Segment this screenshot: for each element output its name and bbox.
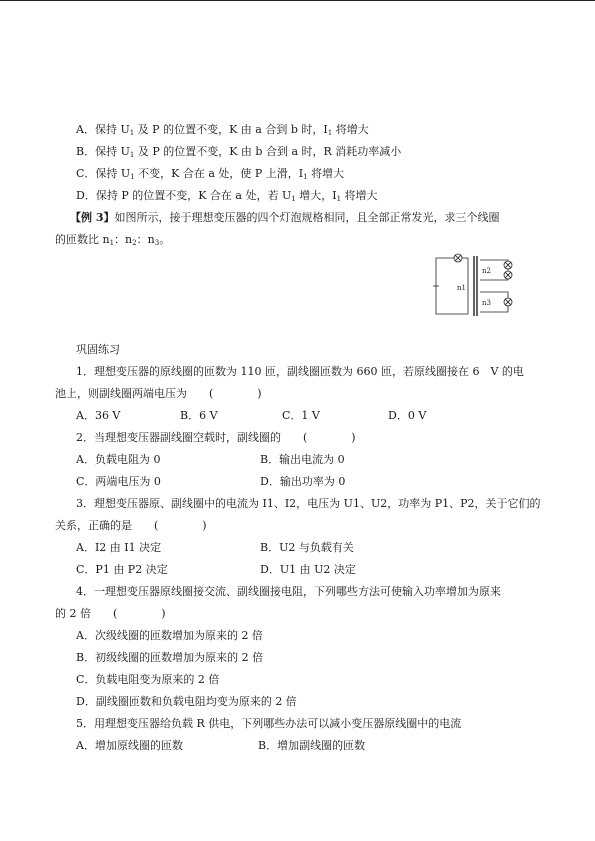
q3-line2: 关系，正确的是 ( ): [55, 519, 207, 532]
option-d: D．保持 P 的位置不变，K 合在 a 处，若 $U_1$ 增大，$I_1$ 将增大: [76, 189, 378, 203]
top-border-line: [0, 0, 595, 1]
q1-line2: 池上，则副线圈两端电压为 ( ): [55, 387, 262, 400]
q1-option-a: A．36 V: [76, 409, 121, 422]
q4-line1: 4．一理想变压器原线圈接交流、副线圈接电阻，下列哪些方法可使输入功率增加为原来: [76, 585, 501, 598]
transformer-circuit-diagram: [430, 250, 520, 322]
q2-option-a: A．负载电阻为 0: [76, 453, 161, 466]
q3-line1: 3．理想变压器原、副线圈中的电流为 I1、I2，电压为 U1、U2，功率为 P1、P2，关于它们的: [76, 497, 541, 510]
q3-option-a: A．I2 由 I1 决定: [76, 541, 162, 554]
q4-option-b: B．初级线圈的匝数增加为原来的 2 倍: [76, 651, 264, 664]
option-c: C．保持 $U_1$ 不变，K 合在 a 处，使 P 上滑，$I_1$ 将增大: [76, 167, 345, 181]
q2-line1: 2．当理想变压器副线圈空载时，副线圈的 ( ): [76, 431, 356, 444]
q3-option-c: C．P1 由 P2 决定: [76, 563, 168, 576]
section-title: 巩固练习: [76, 343, 120, 356]
q2-option-b: B．输出电流为 0: [260, 453, 345, 466]
label-n3: n3: [482, 299, 491, 307]
label-n2: n2: [482, 267, 491, 275]
q5-option-a: A．增加原线圈的匝数: [76, 739, 183, 752]
option-a: A．保持 $U_1$ 及 P 的位置不变，K 由 a 合到 b 时，$I_1$ 将增大: [76, 123, 369, 137]
q1-option-c: C．1 V: [282, 409, 320, 422]
q1-option-d: D．0 V: [388, 409, 427, 422]
label-n1: n1: [457, 284, 466, 292]
q5-option-b: B．增加副线圈的匝数: [258, 739, 366, 752]
option-b: B．保持 $U_1$ 及 P 的位置不变，K 由 b 合到 a 时，R 消耗功率减小: [76, 145, 402, 159]
q5-line1: 5．用理想变压器给负载 R 供电，下列哪些办法可以减小变压器原线圈中的电流: [76, 717, 462, 730]
q4-option-a: A．次级线圈的匝数增加为原来的 2 倍: [76, 629, 263, 642]
q3-option-b: B．U2 与负载有关: [260, 541, 354, 554]
q4-line2: 的 2 倍 ( ): [55, 607, 166, 620]
q2-option-d: D．输出功率为 0: [260, 475, 346, 488]
q3-option-d: D．U1 由 U2 决定: [260, 563, 356, 576]
q4-option-d: D．副线圈匝数和负载电阻均变为原来的 2 倍: [76, 695, 297, 708]
q4-option-c: C．负载电阻变为原来的 2 倍: [76, 673, 220, 686]
q1-option-b: B．6 V: [180, 409, 218, 422]
q2-option-c: C．两端电压为 0: [76, 475, 161, 488]
example3-line1: 【例 3】如图所示，接于理想变压器的四个灯泡规格相同，且全部正常发光，求三个线圈: [70, 211, 500, 224]
q1-line1: 1．理想变压器的原线圈的匝数为 110 匝，副线圈匝数为 660 匝，若原线圈接在 6 V 的电: [76, 365, 524, 378]
example3-line2: 的匝数比 $n_1$：$n_2$：$n_3$。: [55, 233, 171, 247]
